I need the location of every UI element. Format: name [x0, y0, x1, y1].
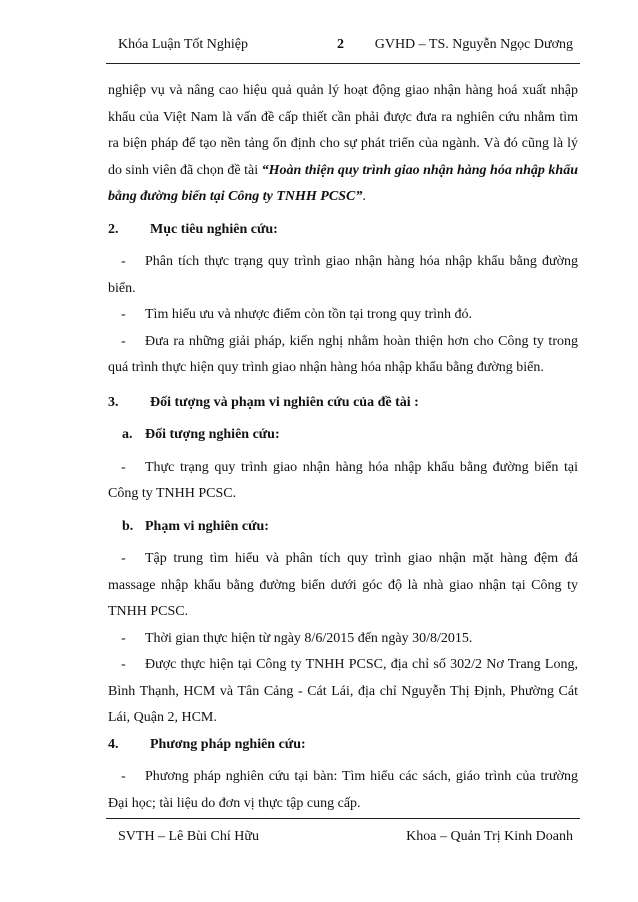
- intro-text-end: .: [362, 189, 366, 204]
- intro-thesis-title: “Hoàn thiện quy trình giao nhận hàng hóa nhập khẩu bằng đường biển tại Công ty TNHH PCSC”: [108, 162, 579, 204]
- list-item-text: Phương pháp nghiên cứu tại bàn: Tìm hiểu các sách, giáo trình của trường Đại học; tài liệu do đơn vị thực tập cung cấp.: [108, 769, 578, 811]
- page-header: [118, 37, 573, 57]
- subsection-letter: a.: [122, 427, 133, 442]
- subsection-letter: b.: [122, 518, 134, 534]
- section-title: Mục tiêu nghiên cứu:: [150, 221, 278, 237]
- footer-faculty: Khoa – Quản Trị Kinh Doanh: [406, 829, 573, 844]
- subsection-title: Đối tượng nghiên cứu:: [145, 427, 280, 442]
- list-item: [108, 652, 578, 732]
- section-number: 2.: [108, 221, 119, 237]
- list-item-text: Tìm hiểu ưu và nhược điểm còn tồn tại trong quy trình đó.: [145, 307, 473, 322]
- bullet-dash: -: [121, 254, 126, 269]
- subsection-title: Phạm vi nghiên cứu:: [145, 518, 269, 534]
- list-item: [108, 546, 578, 626]
- bullet-dash: -: [121, 333, 126, 349]
- list-item: [108, 626, 578, 653]
- bullet-dash: -: [121, 769, 126, 784]
- list-item: [108, 764, 578, 817]
- bullet-dash: -: [121, 551, 126, 566]
- section-number: 3.: [108, 394, 119, 410]
- header-page-number: 2: [337, 37, 344, 52]
- subsection-b-heading: [122, 514, 578, 541]
- page-footer: [118, 829, 573, 849]
- footer-student: SVTH – Lê Bùi Chí Hữu: [118, 829, 259, 844]
- list-item-text: Đưa ra những giải pháp, kiến nghị nhằm hoàn thiện hơn cho Công ty trong quá trình thực hiện quy trình giao nhận hàng hóa nhập khẩu bằng đường biển.: [108, 333, 578, 375]
- intro-text: nghiệp vụ và nâng cao hiệu quả quản lý hoạt động giao nhận hàng hoá xuất nhập khẩu của Việt Nam là vấn đề cấp thiết cần phải được đưa ra nghiên cứu nhằm tìm ra biện pháp để tạo nền tảng ổn định cho sự phát triển của ngành. Và đó cũng là lý do sinh viên đã chọn đề tài: [108, 83, 578, 178]
- section-number: 4.: [108, 736, 119, 752]
- section-3-heading: [108, 390, 578, 417]
- list-item-text: Phân tích thực trạng quy trình giao nhận hàng hóa nhập khẩu bằng đường biển.: [108, 254, 578, 296]
- bullet-dash: -: [121, 630, 126, 646]
- subsection-a-heading: [122, 422, 578, 449]
- bullet-dash: -: [121, 459, 126, 475]
- section-title: Phương pháp nghiên cứu:: [150, 736, 306, 752]
- section-2-heading: [108, 217, 578, 244]
- list-item-text: Thời gian thực hiện từ ngày 8/6/2015 đến ngày 30/8/2015.: [145, 630, 473, 646]
- list-item: [108, 455, 578, 508]
- section-title: Đối tượng và phạm vi nghiên cứu của đề tài :: [150, 394, 419, 410]
- intro-paragraph: [108, 78, 578, 211]
- list-item-text: Được thực hiện tại Công ty TNHH PCSC, địa chỉ số 302/2 Nơ Trang Long, Bình Thạnh, HCM và Tân Cảng - Cát Lái, địa chỉ Nguyễn Thị Định, Phường Cát Lái, Quận 2, HCM.: [108, 657, 578, 725]
- header-thesis-title: Khóa Luận Tốt Nghiệp: [118, 37, 248, 52]
- list-item: [108, 329, 578, 382]
- page-body: [108, 78, 578, 817]
- footer-rule: [106, 818, 580, 819]
- header-advisor: GVHD – TS. Nguyễn Ngọc Dương: [374, 37, 573, 52]
- bullet-dash: -: [121, 657, 126, 672]
- list-item-text: Tập trung tìm hiểu và phân tích quy trình giao nhận mặt hàng đệm đá massage nhập khẩu bằng đường biển dưới góc độ là nhà giao nhận tại Công ty TNHH PCSC.: [108, 551, 578, 619]
- list-item: [108, 249, 578, 302]
- header-rule: [106, 63, 580, 64]
- list-item-text: Thực trạng quy trình giao nhận hàng hóa nhập khẩu bằng đường biển tại Công ty TNHH PCSC.: [108, 459, 578, 501]
- section-4-heading: [108, 732, 578, 759]
- bullet-dash: -: [121, 307, 126, 322]
- list-item: [108, 302, 578, 329]
